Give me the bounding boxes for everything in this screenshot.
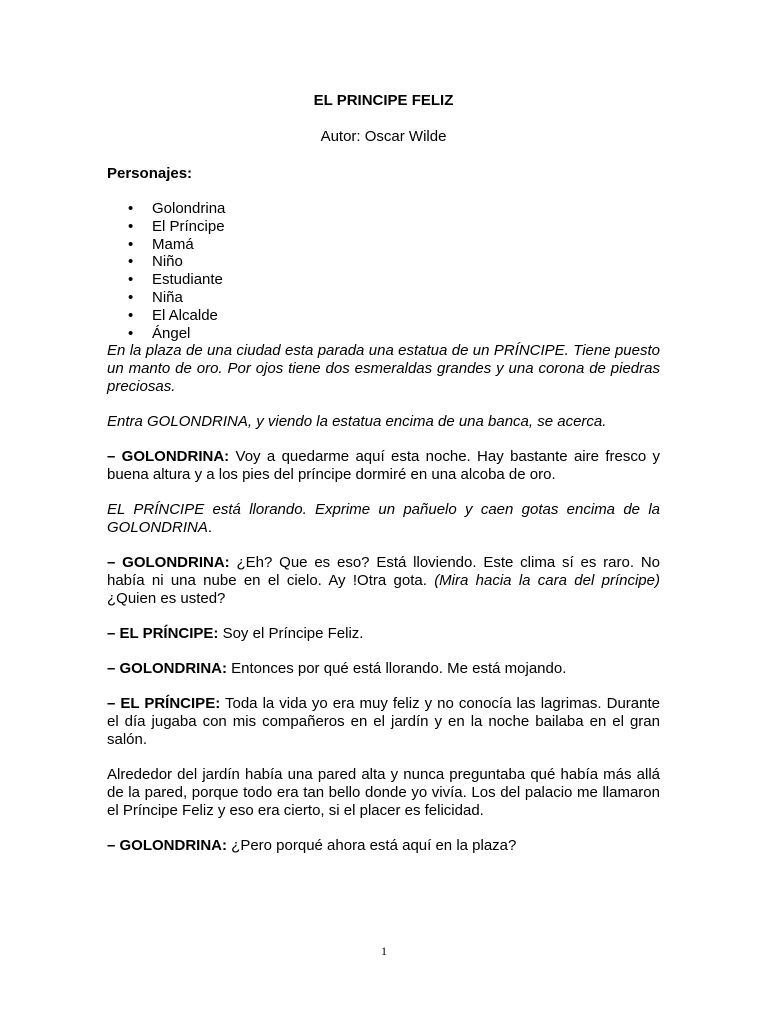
bullet-icon: • <box>128 235 134 253</box>
bullet-icon: • <box>128 217 134 235</box>
dialogue-line <box>107 554 660 608</box>
dialogue-text: ¿Eh? Que es eso? Está lloviendo. Este clima sí es raro. No había ni una nube en el cielo. Ay !Otra gota. <box>107 554 660 590</box>
dialogue-line <box>107 625 660 643</box>
stage-direction-text: EL PRÍNCIPE está llorando. Exprime un pañuelo y caen gotas encima de la GOLONDRINA <box>107 501 660 537</box>
bullet-icon: • <box>128 288 134 306</box>
list-item <box>107 307 660 325</box>
list-item <box>107 253 660 271</box>
bullet-icon: • <box>128 253 134 271</box>
character-name: El Alcalde <box>152 306 218 324</box>
characters-list <box>107 200 660 342</box>
list-item <box>107 200 660 218</box>
character-name: Niña <box>152 288 183 306</box>
dialogue-text: Toda la vida yo era muy feliz y no conocía las lagrimas. Durante el día jugaba con mis compañeros en el jardín y en la noche bailaba en el gran salón. <box>107 695 660 749</box>
inline-stage-direction: (Mira hacia la cara del príncipe) <box>434 572 660 590</box>
dialogue-line <box>107 660 660 678</box>
dialogue-text: Entonces por qué está llorando. Me está mojando. <box>227 660 567 678</box>
list-item <box>107 325 660 343</box>
stage-direction-end: . <box>207 519 213 537</box>
speaker-name: – EL PRÍNCIPE: <box>107 625 219 643</box>
bullet-icon: • <box>128 200 134 217</box>
dialogue-text: ¿Pero porqué ahora está aquí en la plaza? <box>227 837 517 855</box>
character-name: Mamá <box>152 235 194 253</box>
dialogue-line <box>107 695 660 749</box>
list-item <box>107 271 660 289</box>
speaker-name: – GOLONDRINA: <box>107 660 227 678</box>
stage-direction <box>107 501 660 537</box>
bullet-icon: • <box>128 324 134 342</box>
character-name: Golondrina <box>152 200 226 217</box>
dialogue-paragraph: Alrededor del jardín había una pared alta y nunca preguntaba qué había más allá de la pared, porque todo era tan bello donde yo vivía. Los del palacio me llamaron el Príncipe Feliz y eso era cierto, si el placer es felicidad. <box>107 766 660 820</box>
speaker-name: – GOLONDRINA: <box>107 448 230 466</box>
character-name: El Príncipe <box>152 217 225 235</box>
list-item <box>107 289 660 307</box>
dialogue-text-end: ¿Quien es usted? <box>107 590 226 608</box>
speaker-name: – EL PRÍNCIPE: <box>107 695 221 713</box>
list-item <box>107 236 660 254</box>
dialogue-text: Voy a quedarme aquí esta noche. Hay bastante aire fresco y buena altura y a los pies del príncipe dormiré en una alcoba de oro. <box>107 448 661 484</box>
dialogue-line <box>107 837 660 855</box>
character-name: Ángel <box>152 324 191 342</box>
character-name: Niño <box>152 253 183 271</box>
document-title: EL PRINCIPE FELIZ <box>313 92 454 109</box>
characters-heading: Personajes: <box>107 165 193 182</box>
list-item <box>107 218 660 236</box>
bullet-icon: • <box>128 271 134 289</box>
dialogue-text: Soy el Príncipe Feliz. <box>218 625 364 643</box>
speaker-name: – GOLONDRINA: <box>107 554 230 572</box>
stage-direction: En la plaza de una ciudad esta parada una estatua de un PRÍNCIPE. Tiene puesto un manto de oro. Por ojos tiene dos esmeraldas grandes y una corona de piedras preciosas. <box>107 342 660 396</box>
character-name: Estudiante <box>152 271 223 289</box>
dialogue-line <box>107 448 660 484</box>
document-body <box>107 92 660 855</box>
stage-direction: Entra GOLONDRINA, y viendo la estatua encima de una banca, se acerca. <box>107 413 607 431</box>
document-author: Autor: Oscar Wilde <box>320 128 447 145</box>
page-number: 1 <box>381 944 387 958</box>
speaker-name: – GOLONDRINA: <box>107 837 227 855</box>
bullet-icon: • <box>128 306 134 324</box>
